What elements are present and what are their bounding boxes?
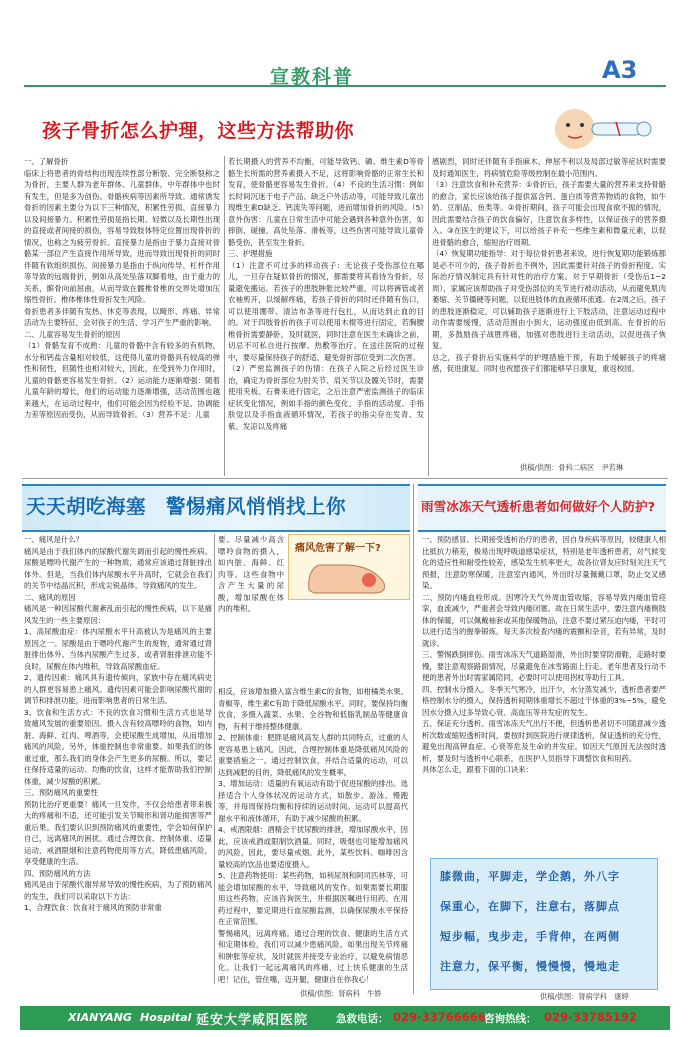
tip-line: 膝微曲，平脚走，学企鹅，外八字 [440,870,620,883]
article1-credit: 供稿/供图：骨科二病区 尹若琳 [520,463,624,472]
article2-column-2-intro: 要。尽量减少高含嘌呤食物的摄入，如内脏、海鲜、红肉等。这些食物中含产生大量的尿酸，增加尿酸在体内的堆积。 [218,535,284,613]
article1-title: 孩子骨折怎么护理，这些方法帮助你 [42,120,355,142]
article2-title: 天天胡吃海塞 警惕痛风悄悄找上你 [26,495,347,518]
column-divider [428,156,429,476]
tip-line: 短步幅，曳步走，手背伸，在两侧 [440,930,620,943]
article2-column-2: 相反，应该增加摄入富含维生素C的食物，如柑橘类水果、青椒等，维生素C有助于降低尿酸水平。同时，要保持均衡饮食，多摄入蔬菜、水果、全谷物和低脂乳制品等健康食物，有利于维持整体健康。 2、控制体重：肥胖是痛风高发人群的共同特点，过重的人更容易患上痛风。因此，合理控制体重是降低痛风风险的重要措施之一。通过控制饮食，并结合适量的运动，可以达到减肥的目的，降低痛风的发生概率。 3、增加运动：适量的有氧运动有助于促进尿酸的排出。选择适合个人身体状况的运动方式，如散步、游泳、慢跑等，并每周保持均衡和持续的运动时间。运动可以提高代谢水平和液体循环，有助于减少尿酸的积累。 4、戒酒限烟：酒精会干扰尿酸的排泄，增加尿酸水平，因此，应该戒酒或限制饮酒量。同时，吸烟也可能增加痛风的风险，因此，要尽量戒烟。此外，某些饮料、咖啡因含量较高的饮品也要适度摄入。 5、注意药物使用：某些药物，如利尿剂和阿司匹林等，可能会增加尿酸的水平，导致痛风的发作。如果需要长期服用这些药物，应该咨询医生，并根据医嘱进行用药。在用药过程中，要定期进行血尿酸监测，以确保尿酸水平保持在正常范围。 警惕痛风，远离疼痛。通过合理的饮食、健康的生活方式和定期体检，我们可以减少患痛风险。如果出现关节疼痛和肿胀等症状，及时就医并接受专业治疗，以避免病情恶化。让我们一起远离痛风的疼痛，过上快乐健康的生活吧！记住，管住嘴，迈开腿，健康自在你我心！ [218,687,408,984]
bone-illustration-icon [520,93,660,163]
tip-line: 保重心，在脚下，注意右，落脚点 [440,900,620,913]
tip-line: 注意力，保平衡，慢慢慢，慢地走 [440,960,620,973]
footer-emergency-label: 急救电话： [336,1013,389,1025]
gout-image-caption: 痛风危害了解一下? [295,543,381,554]
footer-consult-label: 咨询热线： [484,1013,537,1025]
column-divider [214,534,215,984]
footer-hospital-label: Hospital [140,1011,192,1024]
footer-cn-name: 延安大学咸阳医院 [196,1013,309,1028]
column-divider [224,156,225,476]
article1-column-3: 感剧烈，同时还伴随有手指麻木、伸屈不利以及局部过敏等症状时需要及时通知医生，将病情危险等级控制在最小范围内。 （3）注意饮食和补充营养：①骨折后，孩子需要大量的营养来支持骨骼的愈合，家长应该给孩子提供富含钙、蛋白质等营养物质的食物，如牛奶、豆制品、鱼类等。②骨折期间，孩子可能会出现食欲不振的情况，因此需要结合孩子的饮食偏好，注意饮食多样性，以保证孩子的营养摄入。③在医生的建议下，可以给孩子补充一些维生素和微量元素，以促进骨骼的愈合，缩短治疗周期。 （4）恢复期功能指导：对于每位骨折患者来说，进行恢复期功能锻炼都是必不可少的，孩子骨折也不例外，因此需要针对孩子的骨折程度、实际治疗情况制定具有针对性的治疗方案。对于早期骨折（受伤后1~2周），家属应该帮助孩子对受伤部位的关节进行被动活动，从而避免肌肉萎缩、关节僵硬等问题，以促进肢体的血液循环流通。在2周之后，孩子的患肢逐渐稳定，可以辅助孩子逐渐进行上下肢活动，注意运动过程中动作需要缓慢，活动范围由小到大，运动强度由低到高。在骨折的后期，多鼓励孩子战胜疼痛，加强对患肢进行主动活动，以促进孩子恢复。 总之，孩子骨折后实施科学的护理措施干预，有助于缓解孩子的疼痛感，促进康复。同时也祝愿孩子们都能够早日康复，重返校园。 [432,157,666,373]
footer-en-name: XIANYANG [68,1011,132,1024]
page-section-label: 宣教科普 [270,66,355,88]
column-divider [413,484,414,994]
article1-column-2: 若长期摄入的营养不均衡，可能导致钙、磷、维生素D等骨骼生长所需的营养素摄入不足，这将影响骨骼的正常生长和发育，使骨骼更容易发生骨折。（4）不良的生活习惯：例如长时间沉迷于电子产品、缺乏户外活动等，可能导致儿童出现维生素D缺乏、钙流失等问题，进而增加骨折的风险。（5）意外伤害：儿童在日常生活中可能会遇到各种意外伤害，如摔倒、碰撞、高处坠落、滑板等，这些伤害可能导致儿童骨骼受伤，甚至发生骨折。 三、护理措施 （1）注意不可过多的移动孩子：无论孩子受伤部位在哪儿，一旦存在疑似骨折的情况，都需要将其看待为骨折，尽量避免搬运。若孩子的患肢肿胀比较严重，可以将裤管或者衣袖剪开，以缓解疼痛，若孩子骨折的同时还伴随有伤口，可以使用绷带、清洁布条等进行包扎，从而达到止血的目的。对于四肢骨折的孩子可以使用木棍等进行固定，若胸腰椎骨折需要静卧，及时就医，同时注意在医生未确诊之前，切忌不可私自进行按摩、热敷等治疗。在送往医院的过程中，要尽量保持孩子的舒适，避免骨折部位受到二次伤害。 （2）严密监测孩子的伤情：在孩子入院之后经过医生诊治，确定为骨折部位为肘关节、肩关节以及髋关节时，需要使用夹板、石膏来进行固定，之后注意严密监测孩子的临床症状变化情况，例如手指的颜色变化、手指的活动度、手指肤觉以及手指血液循环情况，若孩子的指尖存在发青、发紫、发凉以及疼痛 [228,157,424,431]
article3-credit: 供稿/供图：肾病学科 康婷 [540,992,629,1001]
gout-illustration [288,534,410,600]
article2-column-1: 一、痛风是什么？ 痛风是由于我们体内的尿酸代谢失调而引起的慢性疾病。尿酸是嘌呤代谢产生的一种物质，通常应该通过肾脏排出体外。但是，当我们体内尿酸水平升高时，它就会在我们的关节中结晶沉积，形成尖锐晶体，导致痛风的发生。 二、痛风的原因 痛风是一种因尿酸代谢紊乱而引起的慢性疾病，以下是痛风发生的一些主要原因： 1、高尿酸血症：体内尿酸水平升高被认为是痛风的主要原因之一。尿酸是由于嘌呤代谢产生的废物，通常通过肾脏排出体外。当体内尿酸产生过多，或者肾脏排泄功能不良时，尿酸在体内堆积，导致高尿酸血症。 2、遗传因素：痛风具有遗传倾向，家族中存在痛风病史的人群更容易患上痛风。遗传因素可能会影响尿酸代谢的调节和排泄功能，进而影响患者的日常生活。 3、饮食和生活方式：不良的饮食习惯和生活方式也是导致痛风发展的重要原因。摄入含有较高嘌呤的食物，如内脏、海鲜、红肉、啤酒等，会使尿酸生成增加，从而增加痛风的风险。另外，体重控制也非常重要。如果我们的体重过重，那么我们的身体会产生更多的尿酸。所以，要记住保持适量的运动、均衡的饮食，这样才能帮助我们控制体重，减少尿酸的积累。 三、预防痛风的重要性 预防比治疗更重要！痛风一旦发作，不仅会给患者带来极大的疼痛和不适，还可能引发关节畸形和肾功能损害等严重后果。我们要认识到预防痛风的重要性，学会如何保护自己，远离痛风的困扰。通过合理饮食、控制体重、适量运动、戒酒限烟和注意药物使用等方式，降低患痛风险，享受健康的生活。 四、预防痛风的方法 痛风是由于尿酸代谢异常导致的慢性疾病，为了预防痛风的发生，我们可以采取以下方法： 1、合理饮食：饮食对于痛风的预防非常重 [24,535,212,912]
article1-column-1: 一、了解骨折 临床上将患者的骨结构出现连续性部分断裂、完全断裂称之为骨折，主要人群为老年群体、儿童群体，中年群体中也时有发生，但是多为创伤。骨骼疾病等因素所导致。通常诱发骨折的因素主要分为以下三种情况，积累性劳损、直接暴力以及间接暴力。积累性劳损是指长期、轻微以及长期性出现的直接或者间接的损伤，容易导致肢体特定位置出现骨折的情况，也称之为疲劳骨折。直接暴力是指由于暴力直接对骨骼某一部位产生直接作用所导致，进而导致出现骨折的同时伴随有软组织损伤。间接暴力是指由于纵向传导、杠杆作用等导致的远端骨折，例如从高处坠落双脚着地，由于重力的关系，髌骨向前屈曲，从而导致在髋椎骨椎的交界处增加压缩性骨折。椎体椎体性骨折发生风险。 骨折患者多伴随有发热、休克等表现，以畸形、疼痛、异常活动为主要特征，会对孩子的生活、学习产生严重的影响。 二、儿童容易发生骨折的原因 （1）骨骼发育不成熟：儿童的骨骼中含有较多的有机物，水分和钙盐含量相对较低，这使得儿童的骨骼具有较高的弹性和韧性，但随性也相对较大，因此，在受到外力作用时，儿童的骨骼更容易发生骨折。（2）运动能力逐渐增强：随着儿童年龄的增长，他们的运动能力逐渐增强，活动范围也越来越大，在运动过程中，他们可能会因为经验不足、协调能力差等原因而受伤，从而导致骨折。（3）营养不足：儿童 [24,157,220,419]
article2-credit: 供稿/供图：肾病科 牛娇 [300,989,382,998]
footer-consult-phone: 029-33785192 [544,1010,637,1024]
bone-illustration [520,93,660,163]
section-divider [22,478,668,479]
footer-emergency-phone: 029-33766666 [393,1010,486,1024]
article3-body: 一、预防感冒。长期接受透析治疗的患者，因自身疾病等原因，较健康人相比抵抗力稍差，极易出现呼吸道感染症状，特别是老年透析患者，对气候变化的适应性和耐受性较差，感染发生机率更大，故各位肾友应时刻关注天气预报，注意防寒保暖，注意室内通风，外出时尽量佩戴口罩，防止交叉感染。 二、预防内瘘血栓形成。因寒冷天气外周血管收缩，容易导致内瘘血管痉挛，血流减少，严重者会导致内瘘闭塞。故在日常生活中，要注意内瘘侧肢体的保暖，可以佩戴袖套或其他保暖物品，注意不要过紧压迫内瘘，平时可以进行适当的握拳锻炼。每天多次检查内瘘的震颤和杂音，若有异常，及时就诊。 三、警惕跌倒摔伤。雨雪冰冻天气道路湿滑，外出时要穿防滑鞋，走路时要慢，要注意观察路面情况，尽量避免在冰雪路面上行走。老年患者及行动不便的患者外出时需家属陪同，必要时可以使用拐杖等助行工具。 四、控制水分摄入。冬季天气寒冷，出汗少，水分蒸发减少，透析患者要严格控制水分的摄入，保持透析间期体重增长不超过干体重的3%~5%，避免因水分摄入过多导致心衰、高血压等并发症的发生。 五、保证充分透析。雨雪冰冻天气出行不便，但透析患者切不可随意减少透析次数或缩短透析时间，要按时到医院进行规律透析，保证透析的充分性，避免出现高钾血症、心衰等危及生命的并发症。如因天气原因无法按时透析，要及时与透析中心联系，在医护人员指导下调整饮食和用药。 具体怎么走，跟着下面的口诀来： [422,535,666,774]
page-number: A3 [602,56,638,84]
article3-title: 雨雪冰冻天气透析患者如何做好个人防护? [421,499,655,514]
